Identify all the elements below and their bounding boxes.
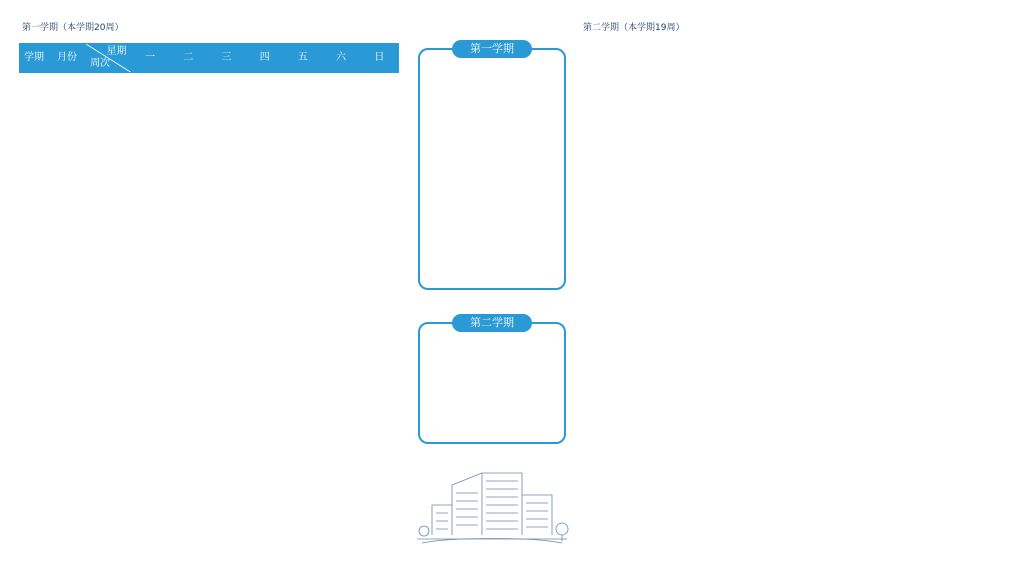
header-day: 五: [284, 44, 322, 73]
building-illustration-icon: [412, 455, 572, 545]
header-week-diagonal: [86, 44, 131, 73]
header-day: 日: [360, 44, 398, 73]
header-semester: 学期: [20, 44, 49, 73]
right-caption: 第二学期（本学期19周）: [583, 23, 685, 33]
left-caption: 第一学期（本学期20周）: [22, 23, 124, 33]
header-day: 一: [131, 44, 169, 73]
semester-two-notes: [418, 316, 566, 444]
semester-one-notes: [418, 42, 566, 290]
panel-title: 第二学期: [452, 314, 532, 332]
header-week-number-label: 周次: [90, 58, 111, 69]
header-day: 三: [207, 44, 245, 73]
header-month: 月份: [48, 44, 85, 73]
header-weekday-label: 星期: [106, 46, 127, 57]
header-day: 六: [322, 44, 360, 73]
header-day: 四: [246, 44, 284, 73]
panel-title: 第一学期: [452, 40, 532, 58]
fall-semester-table: [19, 43, 399, 73]
header-day: 二: [169, 44, 207, 73]
